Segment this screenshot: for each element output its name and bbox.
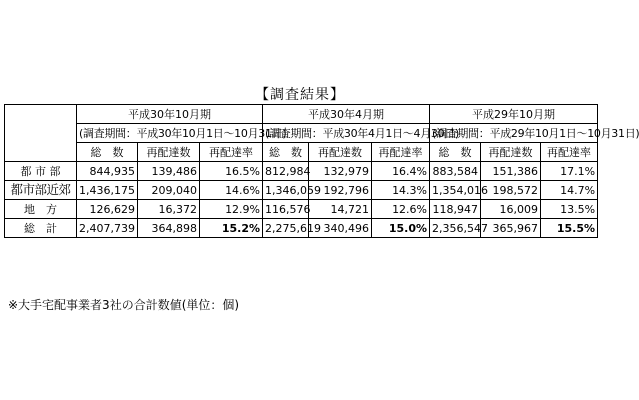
cell-redelivery: 364,898: [138, 219, 200, 238]
column-header: 再配達率: [372, 143, 430, 162]
cell-redelivery: 192,796: [309, 181, 372, 200]
cell-redelivery: 132,979: [309, 162, 372, 181]
column-header: 再配達率: [541, 143, 598, 162]
cell-rate: 14.7%: [541, 181, 598, 200]
table-row: [5, 200, 598, 219]
row-label: 総 計: [5, 219, 77, 238]
cell-rate: 17.1%: [541, 162, 598, 181]
cell-total: 883,584: [430, 162, 481, 181]
cell-total: 812,984: [263, 162, 309, 181]
column-header: 総 数: [77, 143, 138, 162]
cell-total: 2,356,547: [430, 219, 481, 238]
period-header: 平成30年10月期: [77, 105, 263, 124]
column-header: 再配達数: [138, 143, 200, 162]
cell-total: 2,275,619: [263, 219, 309, 238]
row-label: 都 市 部: [5, 162, 77, 181]
cell-total: 126,629: [77, 200, 138, 219]
cell-total: 1,346,059: [263, 181, 309, 200]
cell-redelivery: 16,009: [481, 200, 541, 219]
cell-redelivery: 198,572: [481, 181, 541, 200]
period-row: [5, 105, 598, 124]
table-row-total: [5, 219, 598, 238]
period-note: (調査期間：平成30年4月1日～4月30日): [263, 124, 430, 143]
period-note: (調査期間：平成30年10月1日～10月31日): [77, 124, 263, 143]
cell-redelivery: 209,040: [138, 181, 200, 200]
table-row: [5, 181, 598, 200]
cell-total: 2,407,739: [77, 219, 138, 238]
table-title: 【調査結果】: [255, 87, 345, 103]
period-note-row: [5, 124, 598, 143]
cell-rate: 16.5%: [200, 162, 263, 181]
period-header: 平成30年4月期: [263, 105, 430, 124]
cell-redelivery: 151,386: [481, 162, 541, 181]
cell-redelivery: 139,486: [138, 162, 200, 181]
column-header: 再配達数: [481, 143, 541, 162]
cell-rate: 14.3%: [372, 181, 430, 200]
column-header: 再配達率: [200, 143, 263, 162]
cell-rate: 15.2%: [200, 219, 263, 238]
cell-total: 118,947: [430, 200, 481, 219]
cell-rate: 12.9%: [200, 200, 263, 219]
cell-redelivery: 16,372: [138, 200, 200, 219]
cell-rate: 12.6%: [372, 200, 430, 219]
column-header-row: [5, 143, 598, 162]
cell-rate: 13.5%: [541, 200, 598, 219]
cell-rate: 15.5%: [541, 219, 598, 238]
period-note: (調査期間：平成29年10月1日～10月31日): [430, 124, 598, 143]
cell-rate: 14.6%: [200, 181, 263, 200]
footnote: ※大手宅配事業者3社の合計数値(単位：個): [8, 298, 240, 312]
cell-redelivery: 14,721: [309, 200, 372, 219]
cell-total: 844,935: [77, 162, 138, 181]
corner-cell: [5, 105, 77, 162]
cell-total: 1,354,016: [430, 181, 481, 200]
cell-total: 1,436,175: [77, 181, 138, 200]
cell-redelivery: 365,967: [481, 219, 541, 238]
column-header: 総 数: [430, 143, 481, 162]
cell-total: 116,576: [263, 200, 309, 219]
cell-rate: 15.0%: [372, 219, 430, 238]
cell-redelivery: 340,496: [309, 219, 372, 238]
row-label: 都市部近郊: [5, 181, 77, 200]
table-row: [5, 162, 598, 181]
row-label: 地 方: [5, 200, 77, 219]
period-header: 平成29年10月期: [430, 105, 598, 124]
column-header: 総 数: [263, 143, 309, 162]
results-table: [4, 104, 639, 238]
cell-rate: 16.4%: [372, 162, 430, 181]
column-header: 再配達数: [309, 143, 372, 162]
